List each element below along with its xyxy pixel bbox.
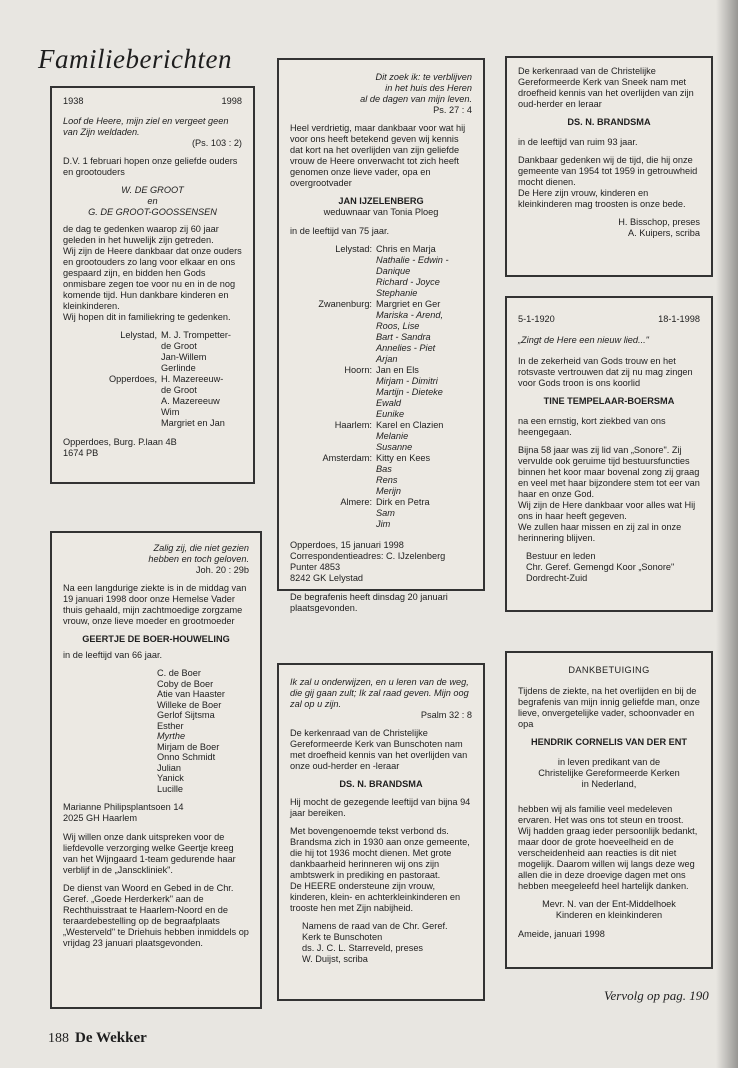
family-line: Sam [376, 508, 395, 518]
signer: M. J. Trompetter- [161, 330, 231, 340]
paragraph: Wij zijn de Here dankbaar voor alles wat Hij ons in haar heeft gegeven. [518, 500, 696, 521]
signature-line: Kerk te Bunschoten [302, 932, 383, 942]
signature-line: H. Bisschop, preses [618, 217, 700, 227]
paragraph: Wij willen onze dank uitspreken voor de liefdevolle verzorging welke Geertje kreeg van het Wijngaard 1-team gedurende haar verblijf in de „Jansckliniek". [63, 832, 236, 875]
family-list [290, 244, 472, 530]
date-line: Opperdoes, 15 januari 1998 [290, 540, 404, 550]
announcement-de-groot [50, 86, 255, 484]
family-line: Mirjam - Dimitri [376, 376, 438, 386]
paragraph: Dankbaar gedenken wij de tijd, die hij onze gemeente van 1954 tot 1959 in getrouwheid mocht dienen. [518, 155, 698, 187]
family-member: Yanick [157, 773, 184, 783]
place: Opperdoes, [108, 374, 157, 384]
paragraph: In de zekerheid van Gods trouw en het rotsvaste vertrouwen dat zij nu mag zingen voor Gods troon is ons koorlid [518, 356, 693, 388]
magazine-name: De Wekker [75, 1030, 147, 1046]
family-line: Martijn - Dieteke [376, 387, 443, 397]
subtitle-line: Christelijke Gereformeerde Kerken [538, 768, 680, 778]
verse-reference: Ps. 27 : 4 [433, 105, 472, 115]
signature-line: Namens de raad van de Chr. Geref. [302, 921, 448, 931]
age-line: in de leeftijd van ruim 93 jaar. [518, 137, 638, 147]
paragraph: De kerkenraad van de Christelijke Gereformeerde Kerk van Sneek nam met droefheid kennis van het overlijden van zijn oud-herder en leraar [518, 66, 694, 109]
signature-line: ds. J. C. L. Starreveld, preses [302, 943, 424, 953]
paragraph: De Here zijn vrouw, kinderen en kleinkinderen mag troosten is onze bede. [518, 188, 686, 209]
family-line: Jan en Els [376, 365, 419, 375]
family-member: Mirjam de Boer [157, 741, 220, 752]
verse-reference: (Ps. 103 : 2) [191, 138, 242, 148]
family-line: Danique [376, 266, 411, 276]
family-line: Jim [376, 519, 391, 529]
person-name: W. DE GROOT [121, 185, 184, 195]
conjunction: en [147, 196, 158, 206]
family-line: Margriet en Ger [376, 299, 441, 309]
announcement-brandsma-sneek [505, 56, 713, 277]
signature-line: Dordrecht-Zuid [526, 573, 588, 583]
family-line: Roos, Lise [376, 321, 420, 331]
family-line: Merijn [376, 486, 402, 496]
place: Lelystad: [335, 244, 372, 254]
signature-line: Mevr. N. van der Ent-Middelhoek [542, 899, 676, 909]
family-member: Onno Schmidt [157, 752, 216, 762]
signer: H. Mazereeuw- [161, 374, 224, 384]
family-line: Susanne [376, 442, 413, 452]
paragraph: na een ernstig, kort ziekbed van ons heengegaan. [518, 416, 666, 437]
paragraph: De HEERE ondersteune zijn vrouw, kinderen, klein- en achterkleinkinderen en trooste hen met Zijn nabijheid. [290, 881, 461, 913]
family-line: Karel en Clazien [376, 420, 444, 430]
verse-line: in het huis des Heren [385, 83, 472, 93]
age-line: in de leeftijd van 75 jaar. [290, 226, 390, 236]
family-line: Bas [376, 464, 392, 474]
subtitle-line: in leven predikant van de [557, 757, 661, 767]
family-line: Rens [376, 475, 398, 485]
address-line: 2025 GH Haarlem [63, 813, 138, 823]
family-member: Julian [157, 762, 182, 773]
family-member: Lucille [157, 783, 184, 794]
verse-reference: Psalm 32 : 8 [420, 710, 472, 720]
paragraph: Na een langdurige ziekte is in de middag van 19 januari 1998 door onze Hemelse Vader thuis gehaald, mijn zachtmoedige zorgzame vrouw, onze lieve moeder en grootmoeder [63, 583, 247, 626]
family-line: Dirk en Petra [376, 497, 430, 507]
verse-reference: Joh. 20 : 29b [195, 565, 249, 575]
subtitle: weduwnaar van Tonia Ploeg [323, 207, 439, 217]
family-line: Nathalie - Edwin - [376, 255, 449, 265]
family-line: Melanie [376, 431, 409, 441]
family-line: Mariska - Arend, [376, 310, 444, 320]
subtitle-line: in Nederland, [581, 779, 637, 789]
paragraph: De kerkenraad van de Christelijke Gereformeerde Kerk van Bunschoten nam met droefheid kennis van het overlijden van onze oud-herder en -leraar [290, 728, 468, 771]
address-line: Marianne Philipsplantsoen 14 [63, 802, 184, 812]
paragraph: De begrafenis heeft dinsdag 20 januari plaatsgevonden. [290, 592, 448, 613]
signature-line: Chr. Geref. Gemengd Koor „Sonore" [526, 562, 675, 572]
announcement-tempelaar-boersma [505, 296, 713, 612]
address-line: Opperdoes, Burg. P.laan 4B [63, 437, 177, 447]
family-line: Kitty en Kees [376, 453, 431, 463]
paragraph: de dag te gedenken waarop zij 60 jaar geleden in het huwelijk zijn getreden. [63, 224, 219, 245]
heading: DANKBETUIGING [568, 665, 650, 675]
paragraph: Wij zijn de Heere dankbaar dat onze ouders en grootouders zo lang voor elkaar en ons gespaard zijn, en bidden hen Gods onmisbare zegen toe voor nu en in de nog komende tijd. Hun dankbare kinderen en kleinkinderen. [63, 246, 242, 311]
page-footer [48, 1030, 147, 1047]
signer: Wim [161, 407, 180, 417]
verse-line: al de dagen van mijn leven. [360, 94, 472, 104]
family-line: Annelies - Piet [376, 343, 436, 353]
signer: A. Mazereeuw [161, 396, 220, 406]
signature-line: A. Kuipers, scriba [628, 228, 700, 238]
place: Lelystad, [120, 330, 157, 340]
place: Hoorn: [344, 365, 372, 375]
deceased-name: GEERTJE DE BOER-HOUWELING [82, 634, 230, 644]
signer: de Groot [161, 341, 197, 351]
family-member: Atie van Haaster [157, 689, 225, 699]
family-line: Chris en Marja [376, 244, 436, 254]
announcement-de-boer [50, 531, 262, 1009]
family-member: Coby de Boer [157, 678, 214, 689]
verse-line: Zalig zij, die niet gezien [153, 543, 249, 553]
verse-line: Dit zoek ik: te verblijven [375, 72, 472, 82]
signatures [63, 330, 242, 429]
person-name: G. DE GROOT-GOOSSENSEN [88, 207, 217, 217]
place: Almere: [340, 497, 372, 507]
signer: Gerlinde [161, 363, 196, 373]
family-member: Myrthe [157, 731, 186, 741]
announcement-ijzelenberg [277, 58, 485, 613]
bible-verse: Loof de Heere, mijn ziel en vergeet geen van Zijn weldaden. [63, 116, 229, 137]
intro-text: D.V. 1 februari hopen onze geliefde ouders en grootouders [63, 156, 238, 177]
signature-line: Bestuur en leden [526, 551, 596, 561]
signature-line: W. Duijst, scriba [302, 954, 368, 964]
paragraph: Met bovengenoemde tekst verbond ds. Brandsma zich in 1930 aan onze gemeente, die hij tot 1936 mocht dienen. Met grote dankbaarheid herinneren wij ons zijn ambtswerk in prediking en pastoraat. [290, 826, 470, 880]
year-end: 1998 [221, 96, 242, 106]
signature-line: Kinderen en kleinkinderen [555, 910, 663, 920]
verse-line: hebben en toch geloven. [148, 554, 249, 564]
bible-verse: Ik zal u onderwijzen, en u leren van de weg, die gij gaan zult; Ik zal raad geven. Mijn oog zal op u zijn. [290, 677, 469, 709]
family-member: C. de Boer [157, 668, 201, 678]
paragraph: Wij hopen dit in familiekring te gedenken. [63, 312, 231, 322]
address-line: 1674 PB [63, 448, 99, 458]
signer: de Groot [161, 385, 197, 395]
paragraph: De dienst van Woord en Gebed in de Chr. Geref. „Goede Herderkerk" aan de Rechthuisstraat te Haarlem-Noord en de teraardebestelling op de begraafplaats „Westerveld" te Driehuis hebben inmiddels op vrijdag 23 januari plaatsgevonden. [63, 883, 249, 948]
date-line: Ameide, januari 1998 [518, 929, 605, 939]
address-line: Correspondentieadres: C. IJzelenberg [290, 551, 446, 561]
paragraph: Bijna 58 jaar was zij lid van „Sonore". Zij vervulde ook geruime tijd bestuursfuncties binnen het koor maar bovenal zong zij graag en veel met haar bijzondere stem tot eer van haar en onze God. [518, 445, 700, 499]
family-line: Bart - Sandra [376, 332, 431, 342]
family-member: Gerlof Sijtsma [157, 710, 215, 720]
family-member: Willeke de Boer [157, 699, 222, 710]
family-list [157, 668, 249, 794]
family-member: Esther [157, 720, 184, 731]
place: Zwanenburg: [318, 299, 372, 309]
announcement-brandsma-bunschoten [277, 663, 485, 1001]
signer: Jan-Willem [161, 352, 207, 362]
age-line: in de leeftijd van 66 jaar. [63, 650, 163, 660]
family-line: Richard - Joyce [376, 277, 440, 287]
page-title: Familieberichten [38, 44, 232, 74]
page-edge-shadow [716, 0, 738, 1068]
page-number: 188 [48, 1031, 69, 1046]
birth-date: 5-1-1920 [518, 314, 555, 324]
announcement-dankbetuiging [505, 651, 713, 969]
family-line: Arjan [376, 354, 398, 364]
family-line: Ewald [376, 398, 402, 408]
death-date: 18-1-1998 [658, 314, 700, 324]
deceased-name: HENDRIK CORNELIS VAN DER ENT [530, 737, 688, 747]
deceased-name: DS. N. BRANDSMA [339, 779, 423, 789]
continued-note: Vervolg op pag. 190 [604, 988, 709, 1003]
family-line: Eunike [376, 409, 405, 419]
deceased-name: TINE TEMPELAAR-BOERSMA [543, 396, 675, 406]
address-line: Punter 4853 [290, 562, 341, 572]
deceased-name: JAN IJZELENBERG [338, 196, 424, 206]
place: Amsterdam: [322, 453, 372, 463]
paragraph: hebben wij als familie veel medeleven ervaren. Het was ons tot steun en troost. [518, 804, 684, 825]
place: Haarlem: [334, 420, 372, 430]
deceased-name: DS. N. BRANDSMA [567, 117, 651, 127]
signer: Margriet en Jan [161, 418, 225, 428]
family-line: Stephanie [376, 288, 418, 298]
year-start: 1938 [63, 96, 84, 106]
song-verse: „Zingt de Here een nieuw lied..." [518, 335, 649, 345]
paragraph: We zullen haar missen en zij zal in onze herinnering blijven. [518, 522, 682, 543]
address-line: 8242 GK Lelystad [290, 573, 364, 583]
paragraph: Wij hadden graag ieder persoonlijk bedankt, maar door de grote hoeveelheid en de verscheidenheid aan reacties is dit niet mogelijk. Daarom willen wij langs deze weg allen die in deze droevige dagen met ons hebben meegeleefd heel hartelijk danken. [518, 826, 698, 891]
paragraph: Tijdens de ziekte, na het overlijden en bij de begrafenis van mijn innig geliefde man, onze lieve, onvergetelijke vader, schoonvader en opa [518, 686, 700, 729]
paragraph: Hij mocht de gezegende leeftijd van bijna 94 jaar bereiken. [290, 797, 471, 818]
paragraph: Heel verdrietig, maar dankbaar voor wat hij voor ons heeft betekend geven wij kennis dat kort na het overlijden van zijn geliefde vrouw de Heere onverwacht tot zich heeft genomen onze lieve vader, opa en overgrootvader [290, 123, 466, 188]
